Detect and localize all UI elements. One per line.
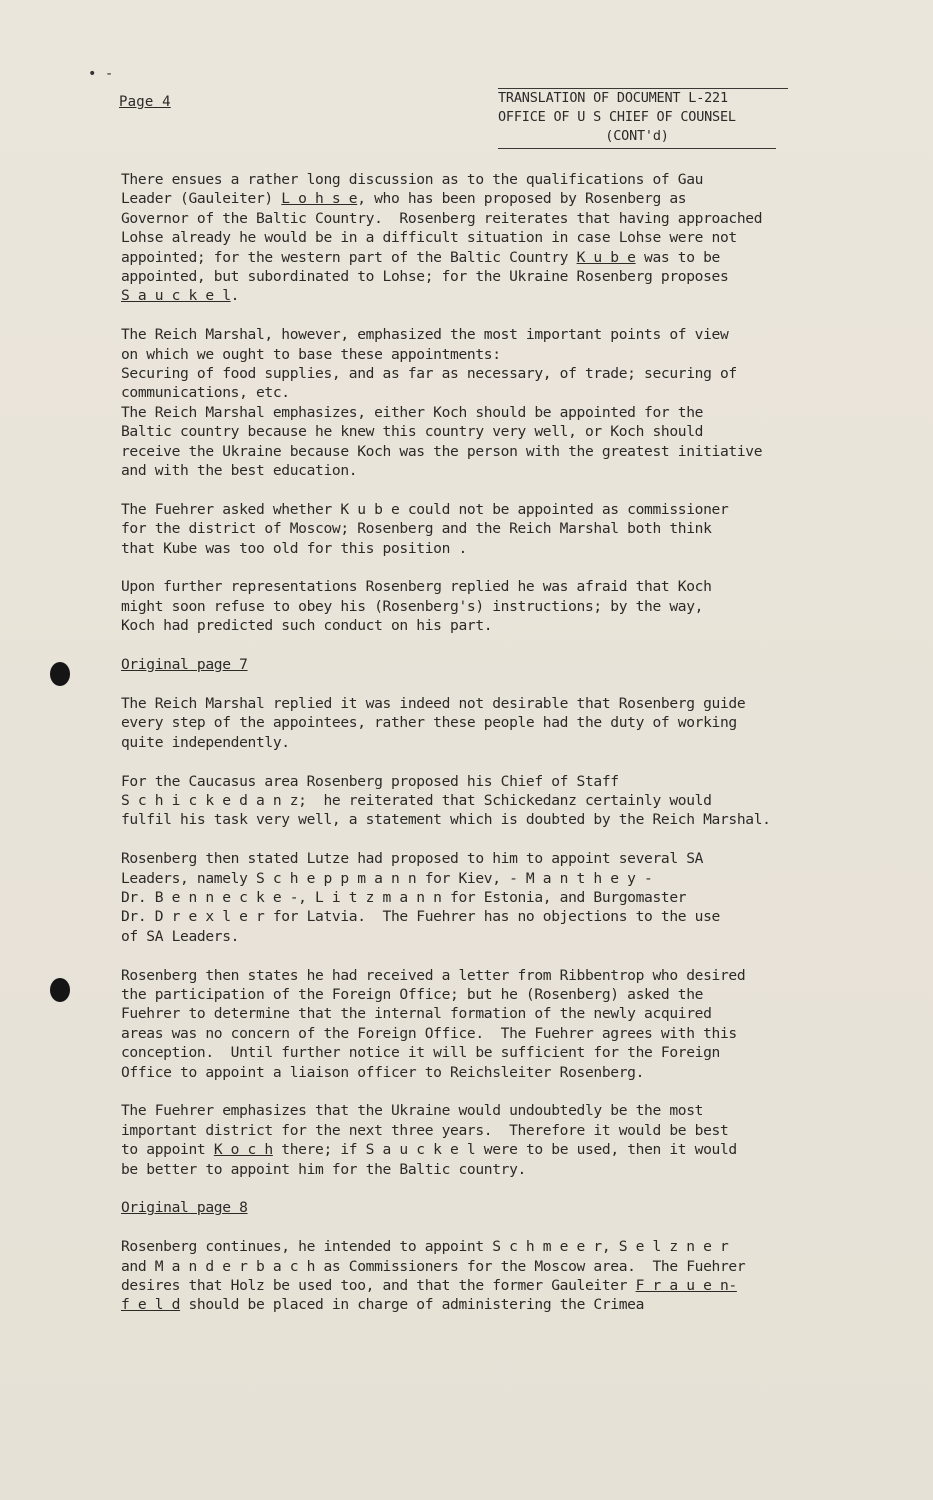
paragraph-9-text-a: The Fuehrer emphasizes that the Ukraine would undoubtedly be the most important district for the next three years. Therefore it would be best to appoint: [121, 1102, 729, 1159]
margin-mark: • -: [88, 66, 114, 82]
paragraph-1-text-d: .: [230, 287, 240, 305]
section-heading-page-8: Original page 8: [121, 1199, 248, 1217]
paragraph-3: The Fuehrer asked whether K u b e could not be appointed as commissioner for the district of Moscow; Rosenberg and the Reich Marshal both think that Kube was too old for this position .: [121, 500, 729, 557]
punch-hole-top: [50, 662, 70, 686]
paragraph-9-text-b: there; if S a u c k e l were to be used, then it would be better to appoint him for the Baltic country.: [121, 1141, 737, 1178]
paragraph-8: Rosenberg then states he had received a letter from Ribbentrop who desired the participation of the Foreign Office; but he (Rosenberg) asked the Fuehrer to determine that the internal formation of the newly acquired areas was no concern of the Foreign Office. The Fuehrer agrees with this conception. Until further notice it will be sufficient for the Foreign Office to appoint a liaison officer to Reichsleiter Rosenberg.: [121, 966, 746, 1081]
document-header: [498, 88, 788, 149]
document-body: [121, 170, 866, 1334]
paragraph-4: Upon further representations Rosenberg replied he was afraid that Koch might soon refuse to obey his (Rosenberg's) instructions; by the way, Koch had predicted such conduct on his part.: [121, 578, 712, 635]
paragraph-6: For the Caucasus area Rosenberg proposed his Chief of Staff S c h i c k e d a n z; he reiterated that Schickedanz certainly would fulfil his task very well, a statement which is doubted by the Reich Marshal.: [121, 772, 771, 829]
header-office: OFFICE OF U S CHIEF OF COUNSEL: [498, 109, 736, 125]
name-frauenfeld: F r a u e n- f e l d: [121, 1276, 737, 1314]
paragraph-1-text-b: , who has been proposed by Rosenberg as Governor of the Baltic Country. Rosenberg reiterates that having approached Lohse already he would be in a difficult situation in case Lohse were not appointed; for the western part of the Baltic Country: [121, 190, 763, 266]
paragraph-1-text-c: was to be appointed, but subordinated to Lohse; for the Ukraine Rosenberg proposes: [121, 248, 729, 286]
paragraph-9: [121, 1101, 866, 1179]
name-lohse: L o h s e: [281, 190, 358, 208]
header-title: TRANSLATION OF DOCUMENT L-221: [498, 90, 728, 106]
page-number: Page 4: [119, 94, 171, 110]
paragraph-1-text-a: There ensues a rather long discussion as to the qualifications of Gau Leader (Gauleiter): [121, 171, 704, 208]
paragraph-10-text-a: Rosenberg continues, he intended to appoint S c h m e e r, S e l z n e r and M a n d e r b a c h as Commissioners for the Moscow area. The Fuehrer desires that Holz be used too, and that the former Gauleiter: [121, 1238, 746, 1294]
punch-hole-bottom: [50, 978, 70, 1002]
paragraph-1: [121, 170, 866, 306]
name-kube: K u b e: [576, 248, 636, 266]
name-koch: K o c h: [213, 1141, 273, 1159]
header-continued: (CONT'd): [498, 127, 776, 149]
paragraph-5: The Reich Marshal replied it was indeed not desirable that Rosenberg guide every step of the appointees, rather these people had the duty of working quite independently.: [121, 694, 746, 751]
paragraph-10-text-b: should be placed in charge of administering the Crimea: [180, 1296, 645, 1314]
section-heading-page-7: Original page 7: [121, 656, 248, 674]
paragraph-2: The Reich Marshal, however, emphasized the most important points of view on which we ought to base these appointments: Securing of food supplies, and as far as necessary, of trade; securing of communications, etc. The Reich Marshal emphasizes, either Koch should be appointed for the Baltic country because he knew this country very well, or Koch should receive the Ukraine because Koch was the person with the greatest initiative and with the best education.: [121, 326, 763, 480]
name-sauckel: S a u c k e l: [121, 287, 231, 305]
paragraph-7: Rosenberg then stated Lutze had proposed to him to appoint several SA Leaders, namely S c h e p p m a n n for Kiev, - M a n t h e y - Dr. B e n n e c k e -, L i t z m a n n for Estonia, and Burgomaster Dr. D r e x l e r for Latvia. The Fuehrer has no objections to the use of SA Leaders.: [121, 850, 720, 945]
paragraph-10: [121, 1237, 866, 1315]
